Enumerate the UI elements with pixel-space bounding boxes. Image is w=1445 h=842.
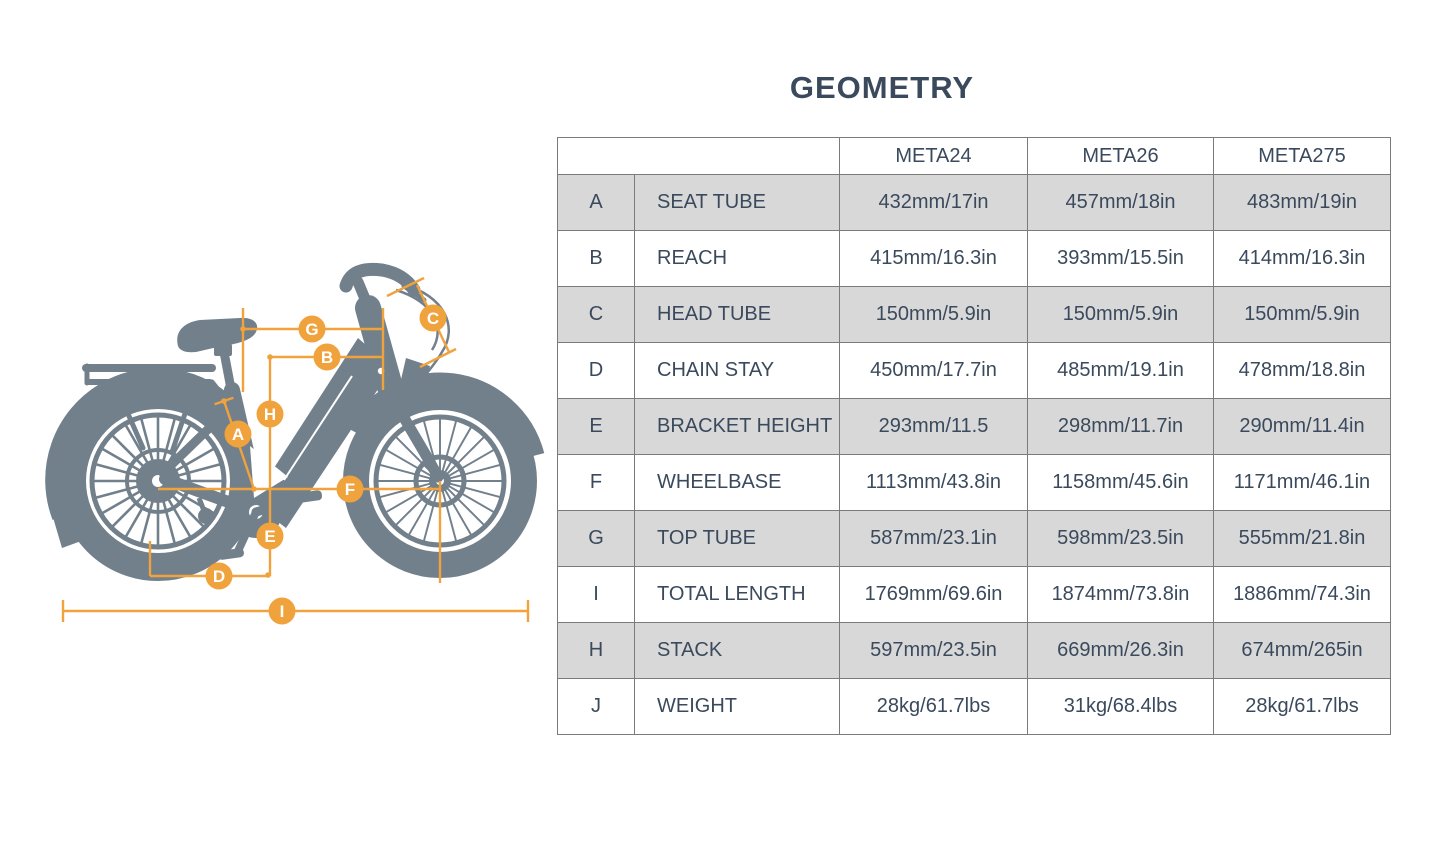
row-value-meta24: 587mm/23.1in bbox=[840, 511, 1028, 567]
row-letter: I bbox=[558, 567, 635, 623]
row-value-meta24: 150mm/5.9in bbox=[840, 287, 1028, 343]
bike-geometry-diagram bbox=[0, 0, 560, 842]
row-value-meta275: 28kg/61.7lbs bbox=[1214, 679, 1391, 735]
header-row bbox=[558, 138, 1391, 175]
marker-G bbox=[299, 316, 326, 343]
saddle bbox=[177, 318, 257, 352]
column-header-meta275: META275 bbox=[1214, 138, 1391, 175]
row-name: HEAD TUBE bbox=[635, 287, 840, 343]
svg-text:E: E bbox=[264, 527, 276, 546]
row-letter: J bbox=[558, 679, 635, 735]
row-letter: C bbox=[558, 287, 635, 343]
row-name: WEIGHT bbox=[635, 679, 840, 735]
table-row bbox=[558, 623, 1391, 679]
geometry-table bbox=[557, 137, 1391, 735]
row-name: STACK bbox=[635, 623, 840, 679]
row-value-meta275: 674mm/265in bbox=[1214, 623, 1391, 679]
row-value-meta275: 150mm/5.9in bbox=[1214, 287, 1391, 343]
row-value-meta26: 393mm/15.5in bbox=[1028, 231, 1214, 287]
svg-text:G: G bbox=[305, 320, 319, 339]
row-value-meta24: 450mm/17.7in bbox=[840, 343, 1028, 399]
row-value-meta26: 598mm/23.5in bbox=[1028, 511, 1214, 567]
row-value-meta26: 31kg/68.4lbs bbox=[1028, 679, 1214, 735]
row-value-meta275: 1171mm/46.1in bbox=[1214, 455, 1391, 511]
row-letter: B bbox=[558, 231, 635, 287]
row-value-meta275: 478mm/18.8in bbox=[1214, 343, 1391, 399]
row-value-meta26: 457mm/18in bbox=[1028, 175, 1214, 231]
svg-text:H: H bbox=[263, 405, 277, 424]
svg-text:A: A bbox=[231, 425, 245, 444]
row-name: TOTAL LENGTH bbox=[635, 567, 840, 623]
table-row bbox=[558, 567, 1391, 623]
row-letter: A bbox=[558, 175, 635, 231]
bike-silhouette bbox=[52, 269, 537, 567]
page-title: GEOMETRY bbox=[789, 70, 975, 105]
row-letter: H bbox=[558, 623, 635, 679]
row-name: WHEELBASE bbox=[635, 455, 840, 511]
row-value-meta24: 293mm/11.5 bbox=[840, 399, 1028, 455]
marker-B bbox=[314, 344, 341, 371]
row-letter: E bbox=[558, 399, 635, 455]
marker-E bbox=[257, 523, 284, 550]
marker-I bbox=[269, 598, 296, 625]
marker-A bbox=[225, 421, 252, 448]
corner-cell bbox=[558, 138, 840, 175]
table-row bbox=[558, 455, 1391, 511]
row-name: CHAIN STAY bbox=[635, 343, 840, 399]
row-name: REACH bbox=[635, 231, 840, 287]
row-value-meta24: 28kg/61.7lbs bbox=[840, 679, 1028, 735]
table-row bbox=[558, 231, 1391, 287]
row-letter: F bbox=[558, 455, 635, 511]
row-name: SEAT TUBE bbox=[635, 175, 840, 231]
table-row bbox=[558, 343, 1391, 399]
row-value-meta24: 432mm/17in bbox=[840, 175, 1028, 231]
row-value-meta275: 414mm/16.3in bbox=[1214, 231, 1391, 287]
row-letter: G bbox=[558, 511, 635, 567]
row-value-meta26: 298mm/11.7in bbox=[1028, 399, 1214, 455]
svg-text:B: B bbox=[320, 348, 334, 367]
row-value-meta24: 1769mm/69.6in bbox=[840, 567, 1028, 623]
row-value-meta24: 597mm/23.5in bbox=[840, 623, 1028, 679]
spec-table-body bbox=[558, 175, 1391, 735]
marker-H bbox=[257, 401, 284, 428]
svg-text:D: D bbox=[212, 567, 226, 586]
svg-text:I: I bbox=[279, 602, 285, 621]
row-value-meta24: 1113mm/43.8in bbox=[840, 455, 1028, 511]
table-row bbox=[558, 399, 1391, 455]
row-value-meta275: 1886mm/74.3in bbox=[1214, 567, 1391, 623]
table-row bbox=[558, 175, 1391, 231]
row-value-meta26: 1874mm/73.8in bbox=[1028, 567, 1214, 623]
marker-D bbox=[206, 563, 233, 590]
column-header-meta26: META26 bbox=[1028, 138, 1214, 175]
column-header-meta24: META24 bbox=[840, 138, 1028, 175]
row-value-meta275: 555mm/21.8in bbox=[1214, 511, 1391, 567]
row-name: BRACKET HEIGHT bbox=[635, 399, 840, 455]
row-value-meta26: 669mm/26.3in bbox=[1028, 623, 1214, 679]
marker-C bbox=[420, 305, 447, 332]
svg-text:C: C bbox=[426, 309, 440, 328]
svg-text:F: F bbox=[344, 480, 356, 499]
table-row bbox=[558, 511, 1391, 567]
row-letter: D bbox=[558, 343, 635, 399]
row-value-meta26: 150mm/5.9in bbox=[1028, 287, 1214, 343]
row-value-meta275: 290mm/11.4in bbox=[1214, 399, 1391, 455]
table-row bbox=[558, 679, 1391, 735]
row-name: TOP TUBE bbox=[635, 511, 840, 567]
row-value-meta24: 415mm/16.3in bbox=[840, 231, 1028, 287]
marker-F bbox=[337, 476, 364, 503]
row-value-meta275: 483mm/19in bbox=[1214, 175, 1391, 231]
row-value-meta26: 485mm/19.1in bbox=[1028, 343, 1214, 399]
row-value-meta26: 1158mm/45.6in bbox=[1028, 455, 1214, 511]
table-row bbox=[558, 287, 1391, 343]
